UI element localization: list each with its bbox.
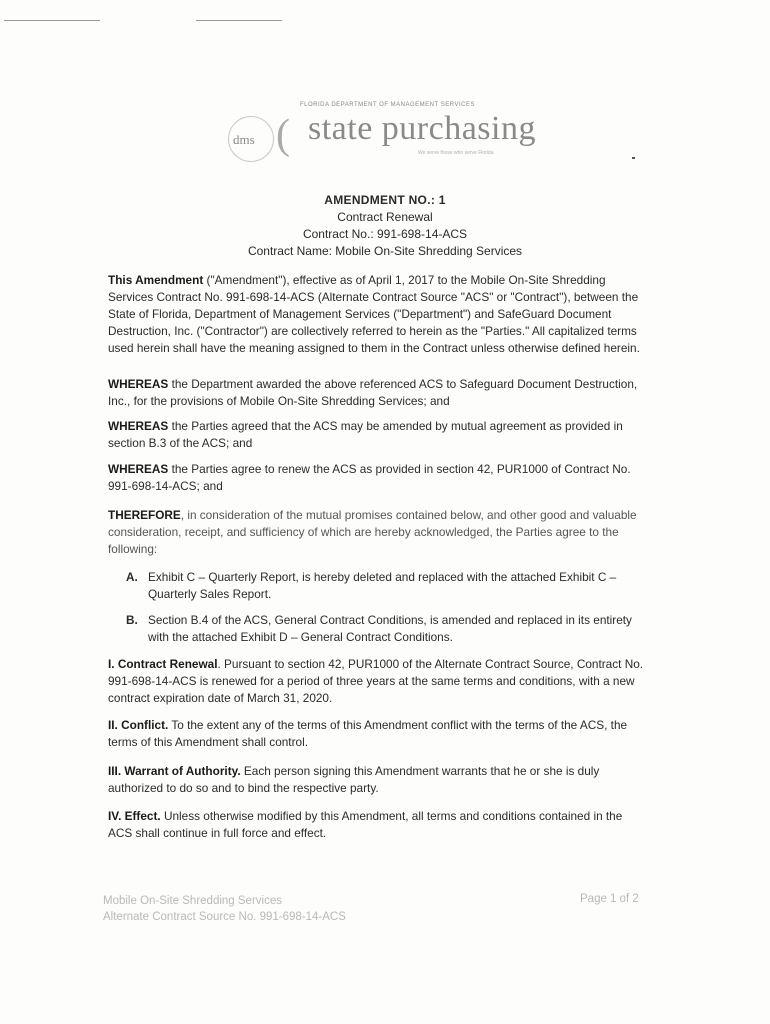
section-heading: I. Contract Renewal bbox=[108, 657, 218, 671]
list-item-text: Exhibit C – Quarterly Report, is hereby deleted and replaced with the attached Exhibit C – Quarterly Sales Report. bbox=[148, 570, 617, 601]
whereas-lead: WHEREAS bbox=[108, 419, 169, 433]
section-warrant-of-authority bbox=[108, 763, 648, 797]
intro-lead: This Amendment bbox=[108, 273, 204, 287]
section-heading: III. Warrant of Authority. bbox=[108, 764, 241, 778]
therefore-text: , in consideration of the mutual promises contained below, and other good and valuable consideration, receipt, and sufficiency of which are hereby acknowledged, the Parties agree to the following: bbox=[108, 508, 637, 556]
list-item-letter: A. bbox=[126, 570, 138, 584]
intro-paragraph bbox=[108, 272, 648, 357]
contract-name: Contract Name: Mobile On-Site Shredding Services bbox=[247, 244, 523, 258]
logo-department-text: FLORIDA DEPARTMENT OF MANAGEMENT SERVICES bbox=[300, 102, 475, 108]
section-text: . Pursuant to section 42, PUR1000 of the Alternate Contract Source, Contract No. 991-698-14-ACS is renewed for a period of three years at the same terms and conditions, with a new contract expiration date of March 31, 2020. bbox=[108, 657, 644, 705]
section-conflict bbox=[108, 717, 648, 751]
logo-tagline: We serve those who serve Florida bbox=[418, 150, 494, 156]
whereas-lead: WHEREAS bbox=[108, 377, 169, 391]
scan-artifact-line bbox=[4, 20, 100, 21]
logo-dms-text: dms bbox=[233, 132, 255, 147]
state-purchasing-logo bbox=[228, 100, 558, 164]
list-item bbox=[126, 612, 646, 646]
whereas-text: the Department awarded the above referenced ACS to Safeguard Document Destruction, Inc., for the provisions of Mobile On-Site Shredding Services; and bbox=[108, 377, 638, 408]
list-item-letter: B. bbox=[126, 613, 138, 627]
section-text: To the extent any of the terms of this Amendment conflict with the terms of the ACS, the terms of this Amendment shall control. bbox=[108, 718, 628, 749]
section-contract-renewal bbox=[108, 656, 648, 707]
footer-contract-name: Mobile On-Site Shredding Services bbox=[103, 895, 282, 907]
footer-contract-source: Alternate Contract Source No. 991-698-14-ACS bbox=[103, 911, 346, 923]
amendment-number: AMENDMENT NO.: 1 bbox=[324, 193, 446, 207]
therefore-lead: THEREFORE bbox=[108, 508, 181, 522]
section-text: Each person signing this Amendment warrants that he or she is duly authorized to do so and to bind the respective party. bbox=[108, 764, 600, 795]
section-text: Unless otherwise modified by this Amendment, all terms and conditions contained in the ACS shall continue in full force and effect. bbox=[108, 809, 623, 840]
footer-left bbox=[103, 893, 346, 925]
intro-text: ("Amendment"), effective as of April 1, 2017 to the Mobile On-Site Shredding Services Contract No. 991-698-14-ACS (Alternate Contract Source "ACS" or "Contract"), between the State of Florida, Department of Management Services ("Department") and SafeGuard Document Destruction, Inc. ("Contractor") are collectively referred to herein as the "Parties." All capitalized terms used herein shall have the meaning assigned to them in the Contract unless otherwise defined herein. bbox=[108, 273, 640, 355]
scan-artifact-line bbox=[196, 20, 282, 21]
list-item-text: Section B.4 of the ACS, General Contract Conditions, is amended and replaced in its entirety with the attached Exhibit D – General Contract Conditions. bbox=[148, 613, 632, 644]
therefore-paragraph bbox=[108, 507, 648, 558]
section-heading: IV. Effect. bbox=[108, 809, 161, 823]
whereas-lead: WHEREAS bbox=[108, 462, 169, 476]
amendment-subtitle: Contract Renewal bbox=[337, 210, 433, 224]
logo-title: state purchasing bbox=[308, 110, 536, 147]
whereas-text: the Parties agree to renew the ACS as provided in section 42, PUR1000 of Contract No. 991-698-14-ACS; and bbox=[108, 462, 631, 493]
section-heading: II. Conflict. bbox=[108, 718, 169, 732]
scan-artifact-dot bbox=[632, 157, 635, 159]
section-effect bbox=[108, 808, 648, 842]
footer-page-number: Page 1 of 2 bbox=[580, 893, 639, 905]
whereas-paragraph bbox=[108, 461, 648, 495]
whereas-text: the Parties agreed that the ACS may be amended by mutual agreement as provided in section B.3 of the ACS; and bbox=[108, 419, 623, 450]
list-item bbox=[126, 569, 646, 603]
logo-bracket-icon: ( bbox=[276, 112, 290, 158]
whereas-paragraph bbox=[108, 418, 648, 452]
whereas-paragraph bbox=[108, 376, 648, 410]
contract-number: Contract No.: 991-698-14-ACS bbox=[302, 227, 468, 241]
